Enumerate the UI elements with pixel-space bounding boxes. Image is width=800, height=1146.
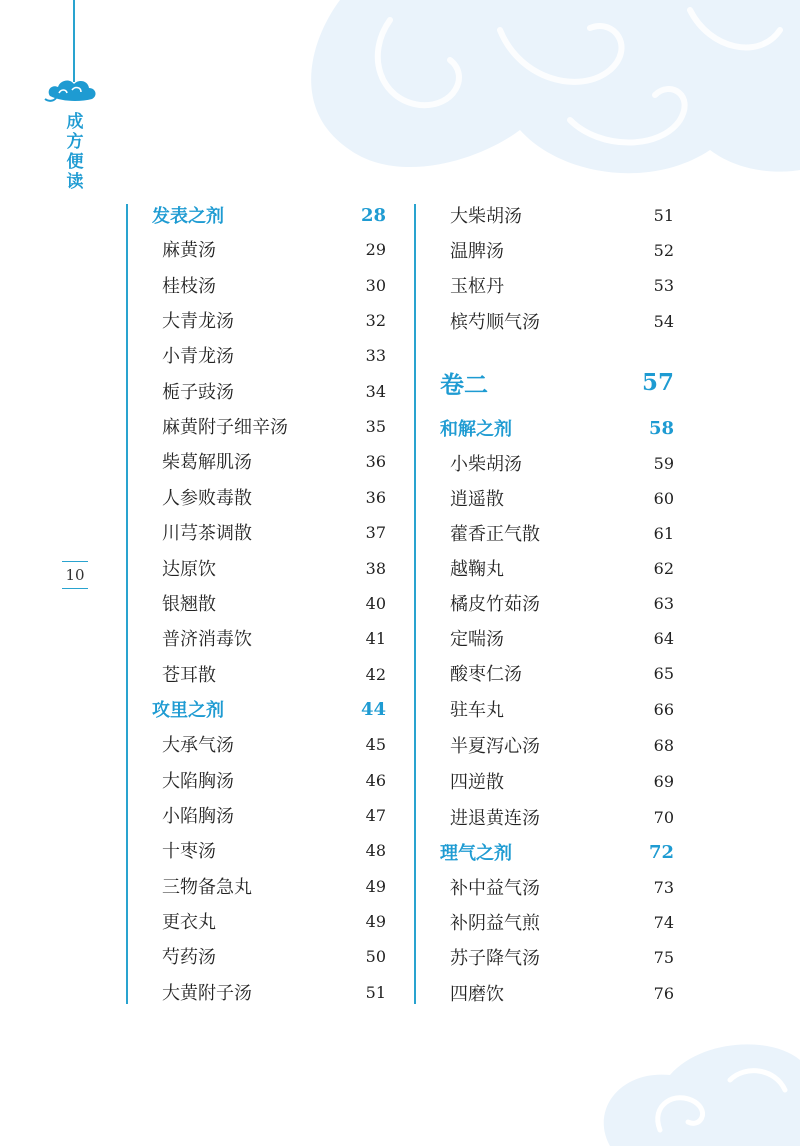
toc-item-row[interactable] bbox=[440, 800, 674, 834]
toc-item-row[interactable] bbox=[152, 798, 386, 832]
toc-entry-page: 28 bbox=[360, 204, 386, 226]
toc-item-row[interactable] bbox=[440, 233, 674, 267]
toc-entry-page: 68 bbox=[653, 735, 674, 755]
toc-item-row[interactable] bbox=[152, 833, 386, 867]
toc-item-row[interactable] bbox=[440, 976, 674, 1010]
toc-entry-title: 小陷胸汤 bbox=[162, 806, 234, 827]
toc-entry-title: 发表之剂 bbox=[152, 206, 224, 227]
toc-item-row[interactable] bbox=[152, 444, 386, 478]
toc-entry-title: 大黄附子汤 bbox=[162, 983, 252, 1004]
toc-item-row[interactable] bbox=[440, 870, 674, 904]
toc-entry-title: 普济消毒饮 bbox=[162, 629, 252, 650]
toc-entry-page: 32 bbox=[365, 310, 386, 330]
toc-entry-title: 川芎茶调散 bbox=[162, 523, 252, 544]
toc-item-row[interactable] bbox=[440, 304, 674, 338]
toc-entry-page: 73 bbox=[653, 877, 674, 897]
toc-entry-page: 37 bbox=[365, 522, 386, 542]
toc-entry-title: 桂枝汤 bbox=[162, 276, 216, 297]
toc-entry-title: 理气之剂 bbox=[440, 843, 512, 864]
toc-item-row[interactable] bbox=[440, 268, 674, 302]
toc-entry-title: 麻黄附子细辛汤 bbox=[162, 417, 288, 438]
toc-entry-title: 苏子降气汤 bbox=[450, 948, 540, 969]
toc-entry-page: 35 bbox=[365, 416, 386, 436]
toc-entry-title: 驻车丸 bbox=[450, 700, 504, 721]
toc-entry-page: 46 bbox=[365, 770, 386, 790]
toc-entry-title: 十枣汤 bbox=[162, 841, 216, 862]
toc-item-row[interactable] bbox=[152, 657, 386, 691]
toc-entry-page: 65 bbox=[653, 663, 674, 683]
toc-entry-title: 玉枢丹 bbox=[450, 276, 504, 297]
toc-entry-page: 49 bbox=[365, 911, 386, 931]
toc-entry-page: 36 bbox=[365, 451, 386, 471]
toc-item-row[interactable] bbox=[440, 198, 674, 232]
toc-entry-page: 50 bbox=[365, 946, 386, 966]
toc-entry-page: 63 bbox=[653, 593, 674, 613]
toc-item-row[interactable] bbox=[152, 268, 386, 302]
toc-item-row[interactable] bbox=[152, 480, 386, 514]
toc-entry-title: 补阴益气煎 bbox=[450, 913, 540, 934]
toc-item-row[interactable] bbox=[152, 232, 386, 266]
toc-item-row[interactable] bbox=[440, 692, 674, 726]
toc-entry-title: 卷二 bbox=[440, 369, 488, 399]
toc-item-row[interactable] bbox=[440, 551, 674, 585]
toc-entry-page: 69 bbox=[653, 771, 674, 791]
toc-entry-title: 四逆散 bbox=[450, 772, 504, 793]
toc-entry-page: 36 bbox=[365, 487, 386, 507]
toc-entry-title: 逍遥散 bbox=[450, 489, 504, 510]
cloud-ornament-icon bbox=[44, 76, 98, 104]
toc-item-row[interactable] bbox=[440, 656, 674, 690]
toc-item-row[interactable] bbox=[152, 869, 386, 903]
toc-entry-page: 74 bbox=[653, 912, 674, 932]
toc-item-row[interactable] bbox=[440, 481, 674, 515]
toc-item-row[interactable] bbox=[440, 446, 674, 480]
toc-entry-page: 45 bbox=[365, 734, 386, 754]
toc-entry-page: 42 bbox=[365, 664, 386, 684]
toc-entry-title: 人参败毒散 bbox=[162, 488, 252, 509]
toc-item-row[interactable] bbox=[152, 515, 386, 549]
toc-entry-title: 更衣丸 bbox=[162, 912, 216, 933]
toc-entry-title: 越鞠丸 bbox=[450, 559, 504, 580]
toc-item-row[interactable] bbox=[440, 940, 674, 974]
toc-item-row[interactable] bbox=[152, 904, 386, 938]
toc-entry-page: 52 bbox=[653, 240, 674, 260]
toc-entry-title: 苍耳散 bbox=[162, 665, 216, 686]
toc-entry-title: 四磨饮 bbox=[450, 984, 504, 1005]
toc-entry-page: 33 bbox=[365, 345, 386, 365]
toc-entry-title: 藿香正气散 bbox=[450, 524, 540, 545]
toc-entry-page: 58 bbox=[648, 417, 674, 439]
toc-entry-page: 62 bbox=[653, 558, 674, 578]
toc-entry-page: 57 bbox=[641, 368, 674, 396]
toc-item-row[interactable] bbox=[152, 586, 386, 620]
toc-entry-page: 59 bbox=[653, 453, 674, 473]
toc-entry-title: 定喘汤 bbox=[450, 629, 504, 650]
toc-item-row[interactable] bbox=[152, 621, 386, 655]
toc-item-row[interactable] bbox=[152, 975, 386, 1009]
toc-item-row[interactable] bbox=[152, 303, 386, 337]
toc-item-row[interactable] bbox=[152, 338, 386, 372]
toc-entry-title: 小青龙汤 bbox=[162, 346, 234, 367]
toc-entry-title: 芍药汤 bbox=[162, 947, 216, 968]
toc-entry-page: 53 bbox=[653, 275, 674, 295]
toc-entry-page: 51 bbox=[365, 982, 386, 1002]
toc-entry-page: 44 bbox=[360, 698, 386, 720]
toc-item-row[interactable] bbox=[440, 764, 674, 798]
toc-entry-title: 大承气汤 bbox=[162, 735, 234, 756]
ornament-hanging-line bbox=[73, 0, 75, 82]
toc-entry-title: 大青龙汤 bbox=[162, 311, 234, 332]
toc-entry-page: 41 bbox=[365, 628, 386, 648]
page-number: 10 bbox=[62, 561, 88, 589]
toc-entry-page: 76 bbox=[653, 983, 674, 1003]
toc-entry-title: 大柴胡汤 bbox=[450, 206, 522, 227]
toc-item-row[interactable] bbox=[152, 763, 386, 797]
toc-entry-title: 温脾汤 bbox=[450, 241, 504, 262]
toc-volume-row[interactable] bbox=[440, 365, 674, 399]
toc-entry-title: 进退黄连汤 bbox=[450, 808, 540, 829]
right-column-rule bbox=[414, 204, 416, 1004]
toc-entry-title: 达原饮 bbox=[162, 559, 216, 580]
toc-entry-title: 槟芍顺气汤 bbox=[450, 312, 540, 333]
toc-entry-title: 银翘散 bbox=[162, 594, 216, 615]
toc-entry-title: 三物备急丸 bbox=[162, 877, 252, 898]
cloud-pattern-top-right bbox=[270, 0, 800, 210]
toc-entry-page: 40 bbox=[365, 593, 386, 613]
toc-section-row[interactable] bbox=[440, 411, 674, 445]
cloud-pattern-bottom-right bbox=[580, 1030, 800, 1146]
toc-entry-page: 47 bbox=[365, 805, 386, 825]
toc-entry-title: 橘皮竹茹汤 bbox=[450, 594, 540, 615]
toc-entry-title: 麻黄汤 bbox=[162, 240, 216, 261]
toc-entry-title: 大陷胸汤 bbox=[162, 771, 234, 792]
toc-entry-page: 29 bbox=[365, 239, 386, 259]
toc-item-row[interactable] bbox=[152, 374, 386, 408]
toc-item-row[interactable] bbox=[152, 551, 386, 585]
toc-item-row[interactable] bbox=[152, 409, 386, 443]
toc-entry-page: 30 bbox=[365, 275, 386, 295]
toc-entry-title: 半夏泻心汤 bbox=[450, 736, 540, 757]
toc-entry-page: 38 bbox=[365, 558, 386, 578]
toc-entry-page: 66 bbox=[653, 699, 674, 719]
toc-entry-title: 小柴胡汤 bbox=[450, 454, 522, 475]
toc-item-row[interactable] bbox=[152, 727, 386, 761]
toc-entry-page: 49 bbox=[365, 876, 386, 896]
toc-entry-title: 柴葛解肌汤 bbox=[162, 452, 252, 473]
toc-entry-page: 72 bbox=[648, 841, 674, 863]
toc-section-row[interactable] bbox=[152, 198, 386, 232]
toc-item-row[interactable] bbox=[440, 586, 674, 620]
book-title-vertical: 成方便读 bbox=[66, 112, 84, 192]
toc-item-row[interactable] bbox=[440, 621, 674, 655]
toc-entry-page: 54 bbox=[653, 311, 674, 331]
left-column-rule bbox=[126, 204, 128, 1004]
toc-entry-title: 栀子豉汤 bbox=[162, 382, 234, 403]
toc-entry-title: 补中益气汤 bbox=[450, 878, 540, 899]
toc-entry-title: 和解之剂 bbox=[440, 419, 512, 440]
toc-entry-page: 75 bbox=[653, 947, 674, 967]
toc-entry-page: 34 bbox=[365, 381, 386, 401]
toc-item-row[interactable] bbox=[440, 516, 674, 550]
toc-entry-page: 61 bbox=[653, 523, 674, 543]
toc-entry-page: 60 bbox=[653, 488, 674, 508]
toc-entry-page: 51 bbox=[653, 205, 674, 225]
toc-entry-page: 64 bbox=[653, 628, 674, 648]
toc-item-row[interactable] bbox=[440, 728, 674, 762]
toc-entry-title: 酸枣仁汤 bbox=[450, 664, 522, 685]
toc-entry-page: 70 bbox=[653, 807, 674, 827]
toc-section-row[interactable] bbox=[152, 692, 386, 726]
toc-section-row[interactable] bbox=[440, 835, 674, 869]
toc-item-row[interactable] bbox=[440, 905, 674, 939]
toc-entry-title: 攻里之剂 bbox=[152, 700, 224, 721]
toc-item-row[interactable] bbox=[152, 939, 386, 973]
toc-entry-page: 48 bbox=[365, 840, 386, 860]
